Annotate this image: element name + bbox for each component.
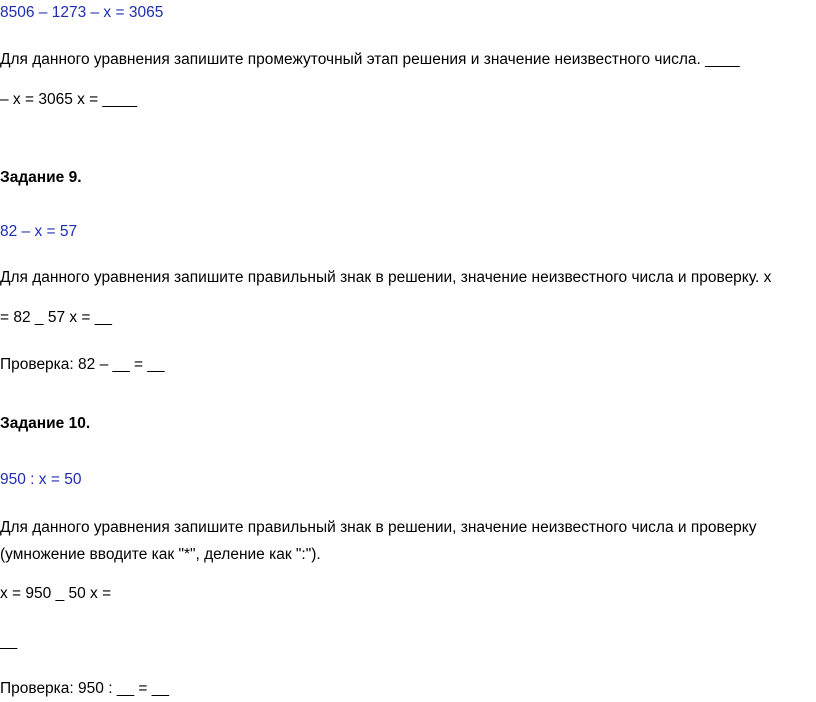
task9-answer-line: = 82 _ 57 x = __ — [0, 309, 113, 326]
task8-equation: 8506 – 1273 – x = 3065 — [0, 4, 164, 21]
task9-equation: 82 – x = 57 — [0, 223, 78, 240]
task9-instruction: Для данного уравнения запишите правильный знак в решении, значение неизвестного числа и проверку. x — [0, 269, 772, 286]
task10-instruction-line2: (умножение вводите как "*", деление как ":"). — [0, 546, 321, 563]
task9-heading: Задание 9. — [0, 169, 82, 186]
task10-check-line: Проверка: 950 : __ = __ — [0, 680, 169, 697]
task10-answer-line: x = 950 _ 50 x = — [0, 585, 112, 602]
task8-answer-line: – x = 3065 x = ____ — [0, 91, 138, 108]
task10-equation: 950 : x = 50 — [0, 471, 82, 488]
task10-blank-line: __ — [0, 633, 18, 650]
task9-check-line: Проверка: 82 – __ = __ — [0, 356, 165, 373]
task10-heading: Задание 10. — [0, 415, 91, 432]
task8-instruction: Для данного уравнения запишите промежуточный этап решения и значение неизвестного числа. ____ — [0, 51, 740, 68]
task10-instruction-line1: Для данного уравнения запишите правильный знак в решении, значение неизвестного числа и проверку — [0, 519, 757, 536]
